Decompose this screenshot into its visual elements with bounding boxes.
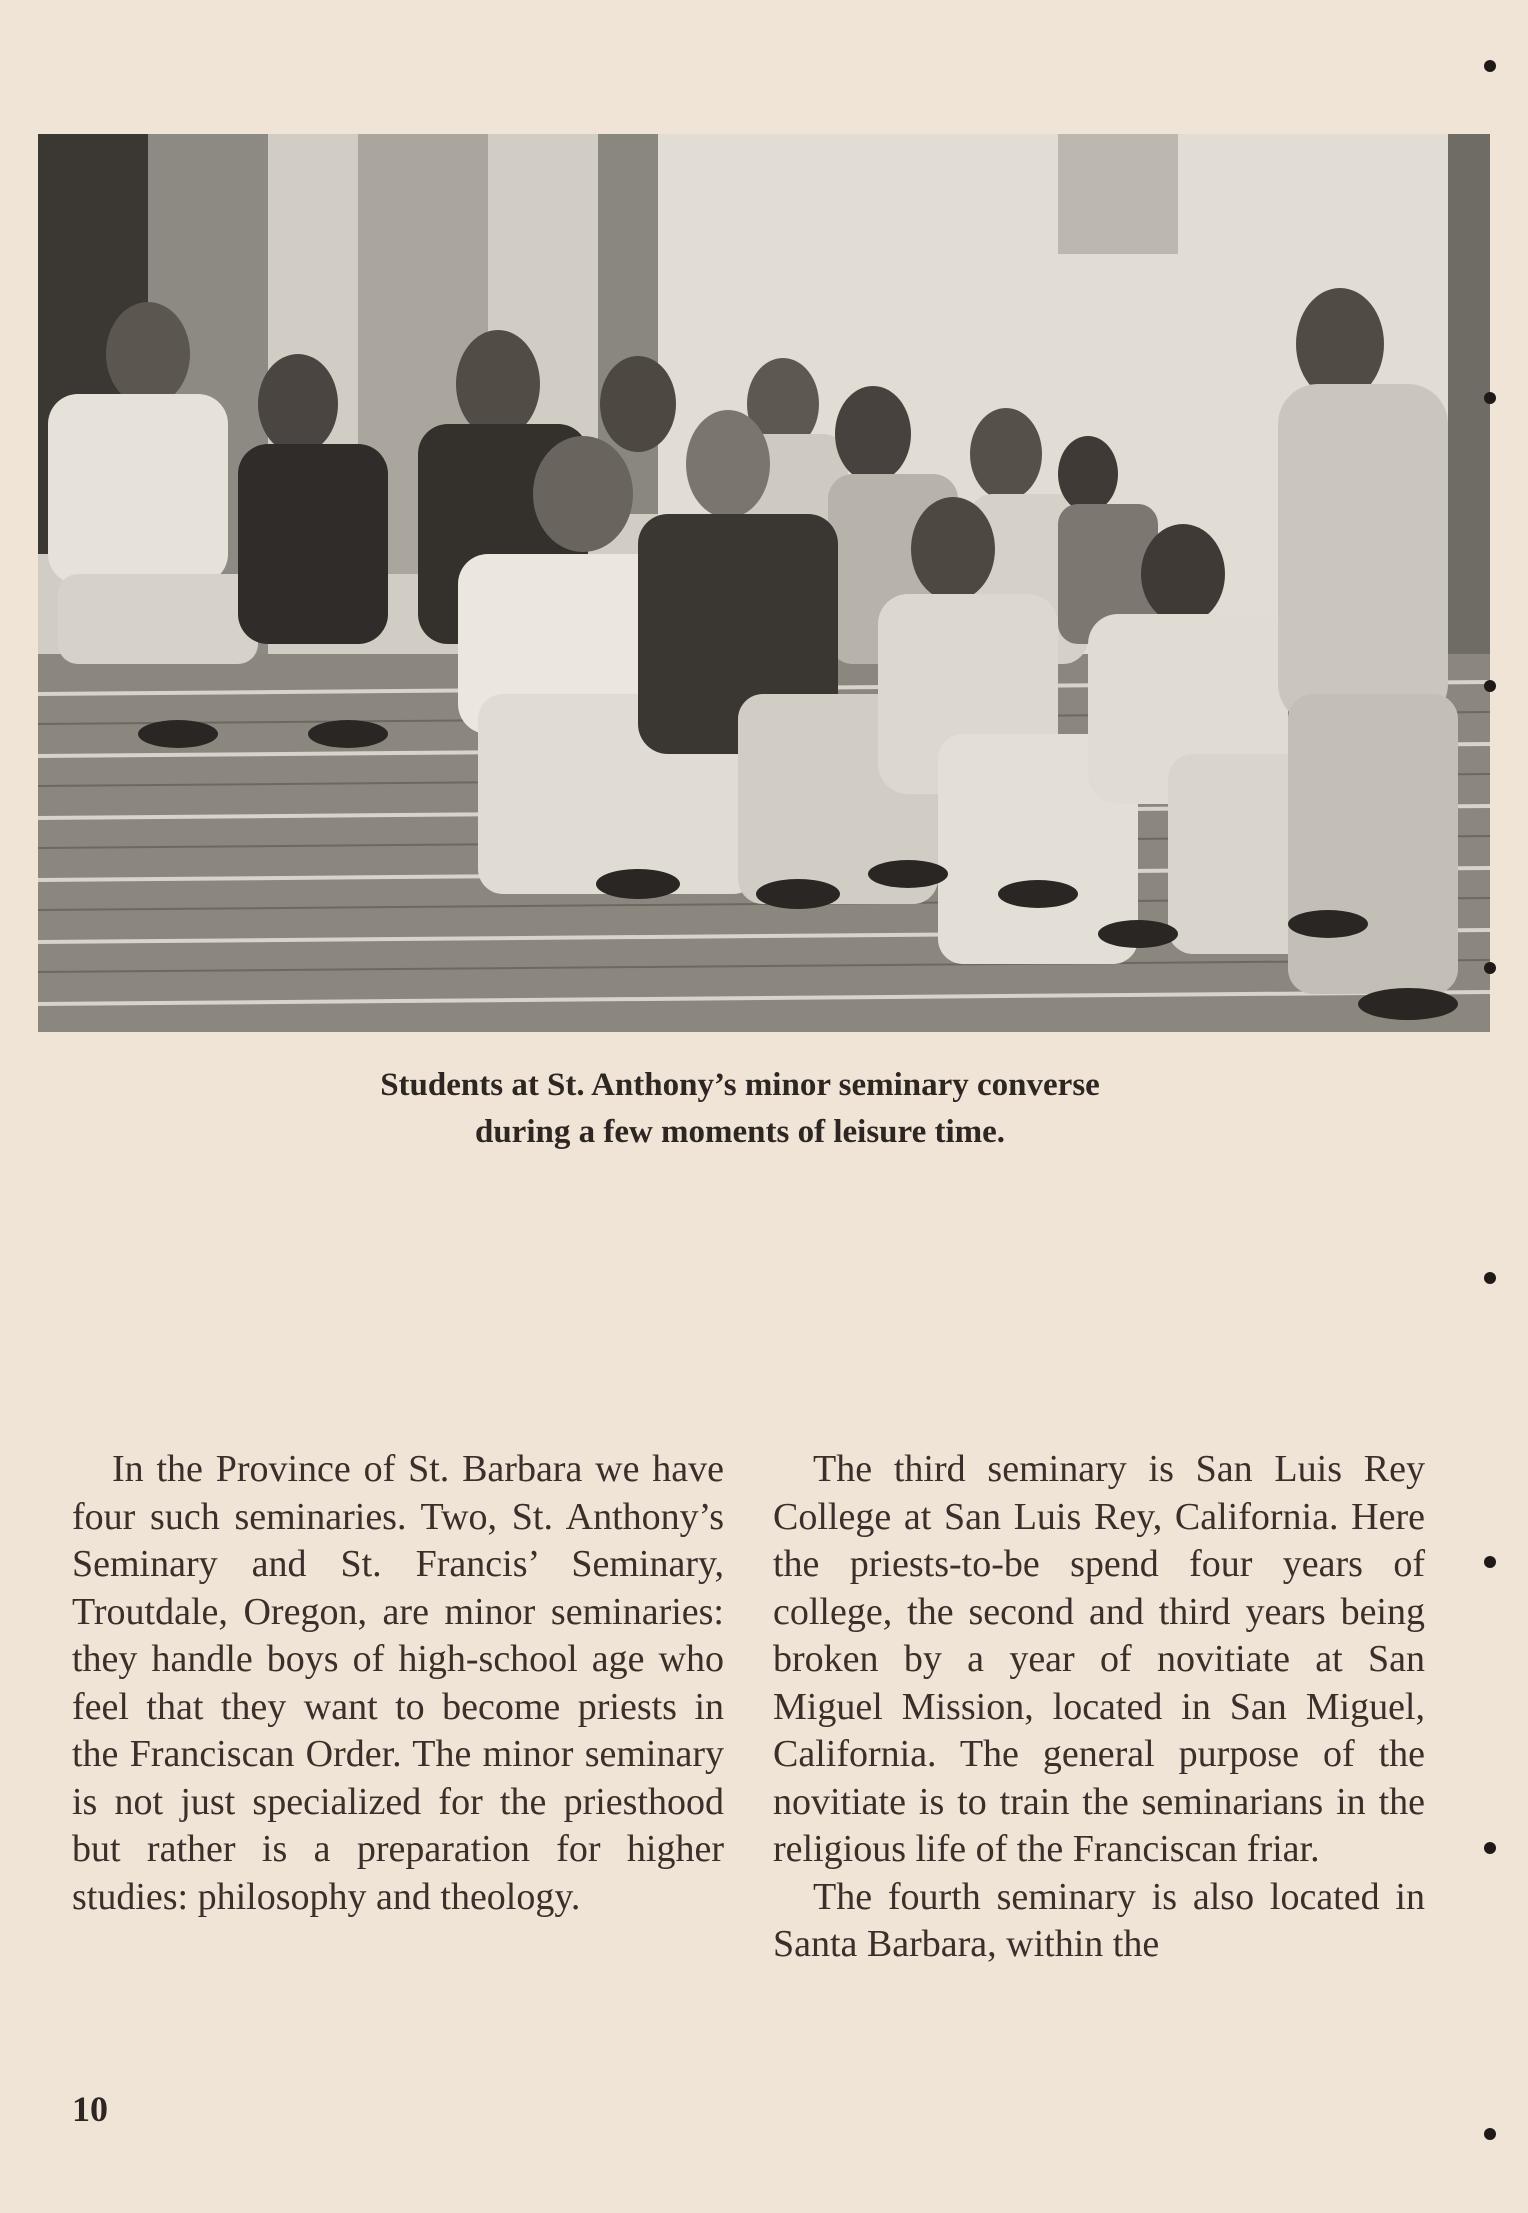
caption-line-1: Students at St. Anthony’s minor seminary converse — [380, 1067, 1100, 1103]
page-number: 10 — [72, 2089, 108, 2129]
binding-hole-icon — [1484, 392, 1496, 404]
binding-hole-icon — [1484, 60, 1496, 72]
binding-hole-icon — [1484, 962, 1496, 974]
binding-hole-icon — [1484, 680, 1496, 692]
body-column-right — [773, 1446, 1425, 1969]
caption-line-2: during a few moments of leisure time. — [474, 1114, 1006, 1150]
binding-hole-icon — [1484, 2128, 1496, 2140]
paragraph: The fourth seminary is also located in Santa Barbara, within the — [773, 1875, 1425, 1965]
binding-hole-icon — [1484, 1272, 1496, 1284]
body-column-left — [72, 1446, 724, 1921]
photo-students-on-steps — [38, 134, 1490, 1032]
photo-image — [38, 134, 1490, 1032]
photo-caption — [180, 1062, 1300, 1156]
paragraph: The third seminary is San Luis Rey College at San Luis Rey, California. Here the priests-to-be spend four years of college, the second and third years being broken by a year of novitiate at San Miguel Mission, located in San Miguel, California. The general purpose of the novitiate is to train the seminarians in the religious life of the Franciscan friar. — [773, 1448, 1425, 1870]
binding-hole-icon — [1484, 1842, 1496, 1854]
binding-hole-icon — [1484, 1556, 1496, 1568]
paragraph: In the Province of St. Barbara we have four such seminaries. Two, St. Anthony’s Seminary and St. Francis’ Seminary, Troutdale, Oregon, are minor seminaries: they handle boys of high-school age who feel that they want to become priests in the Franciscan Order. The minor seminary is not just specialized for the priesthood but rather is a preparation for higher studies: philosophy and theology. — [72, 1448, 724, 1918]
